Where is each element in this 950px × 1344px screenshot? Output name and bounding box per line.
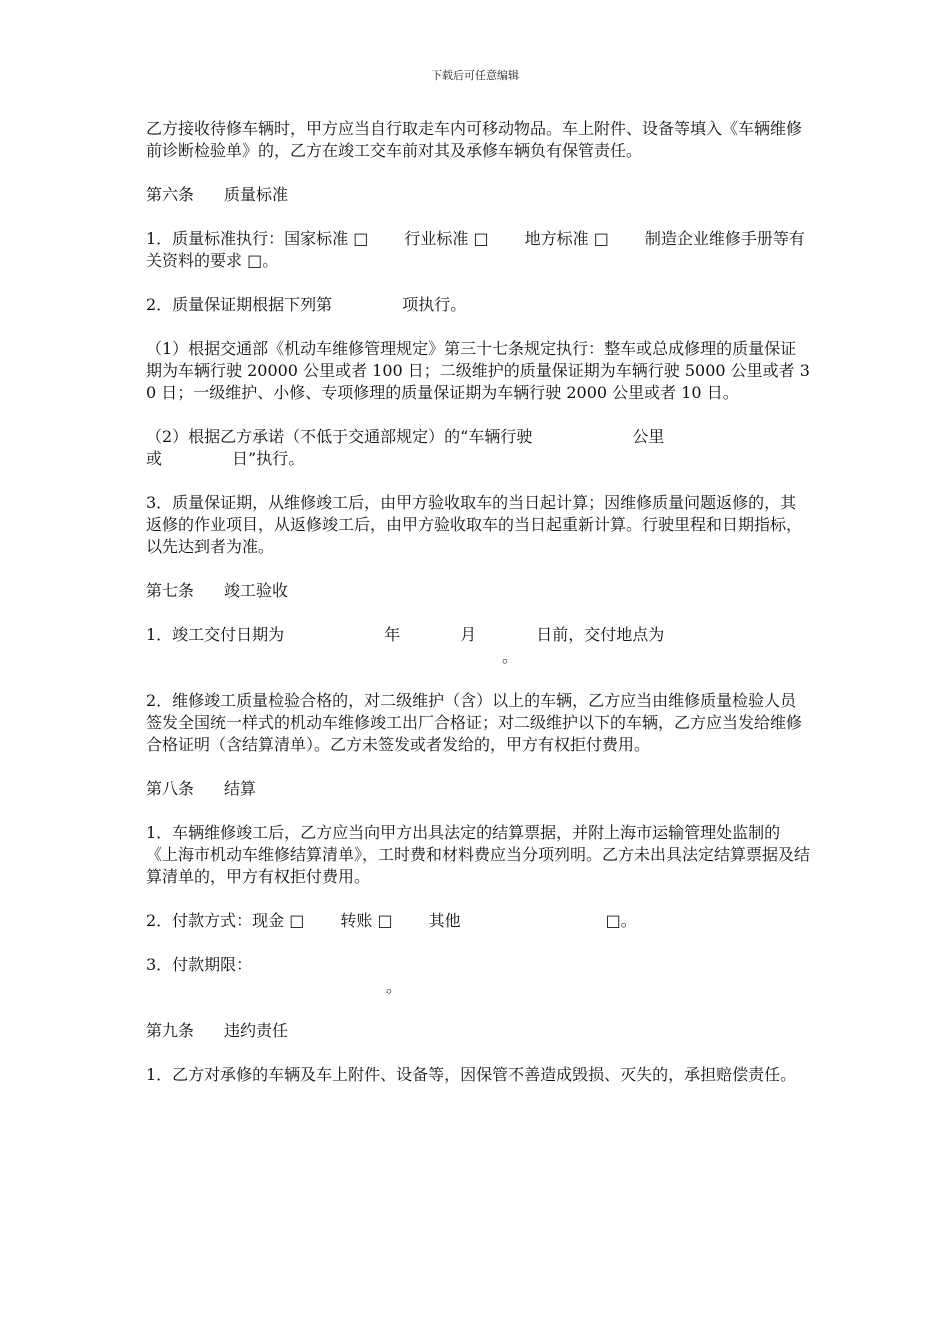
article-9-number: 第九条 xyxy=(146,1021,195,1040)
article-8-item-1: 1．车辆维修竣工后，乙方应当向甲方出具法定的结算票据，并附上海市运输管理处监制的《上海市机动车维修结算清单》，工时费和材料费应当分项列明。乙方未出具法定结算票据及结算清单的，甲方有权拒付费用。 xyxy=(146,823,811,886)
article-7-item-1-end: 。 xyxy=(502,647,519,666)
sub-2-text-c: 或 xyxy=(146,449,163,468)
payment-cash: 2．付款方式：现金 □ xyxy=(146,911,305,930)
standard-manufacturer: 制造企业维修手册等有关资料的要求 □。 xyxy=(146,229,805,270)
article-8-number: 第八条 xyxy=(146,779,195,798)
completion-date-label: 1．竣工交付日期为 xyxy=(146,625,285,644)
article-7-number: 第七条 xyxy=(146,581,195,600)
article-6-heading: 质量标准 xyxy=(224,185,289,204)
article-7-item-2: 2．维修竣工质量检验合格的，对二级维护（含）以上的车辆，乙方应当由维修质量检验人员签发全国统一样式的机动车维修竣工出厂合格证；对二级维护以下的车辆，乙方应当发给维修合格证明（含结算清单）。乙方未签发或者发给的，甲方有权拒付费用。 xyxy=(146,691,803,754)
article-6-sub-2-line-1 xyxy=(146,426,811,448)
payment-other: 其他 xyxy=(428,911,461,930)
article-9-title xyxy=(146,1020,811,1042)
article-8-item-3-end: 。 xyxy=(386,977,403,996)
payment-other-box: □。 xyxy=(605,911,637,930)
article-6-number: 第六条 xyxy=(146,185,195,204)
month-label: 月 xyxy=(460,625,477,644)
item-2-text-b: 项执行。 xyxy=(402,295,467,314)
payment-transfer: 转账 □ xyxy=(340,911,393,930)
article-6-title xyxy=(146,184,811,206)
article-7-heading: 竣工验收 xyxy=(224,581,289,600)
article-8-title xyxy=(146,778,811,800)
page-header: 下载后可任意编辑 xyxy=(431,69,519,82)
article-6-sub-1: （1）根据交通部《机动车维修管理规定》第三十七条规定执行：整车或总成修理的质量保证期为车辆行驶 20000 公里或者 100 日；二级维护的质量保证期为车辆行驶 5000 公里或者 30 日；一级维护、小修、专项修理的质量保证期为车辆行驶 2000 公里或者 10 日。 xyxy=(146,339,810,402)
article-7-title xyxy=(146,580,811,602)
sub-2-text-d: 日”执行。 xyxy=(232,449,305,468)
item-2-text-a: 2．质量保证期根据下列第 xyxy=(146,295,333,314)
document-body xyxy=(146,118,811,1086)
standard-local: 地方标准 □ xyxy=(524,229,609,248)
sub-2-text-b: 公里 xyxy=(632,427,665,446)
standard-national: 1．质量标准执行：国家标准 □ xyxy=(146,229,369,248)
article-6-item-2 xyxy=(146,294,811,316)
year-label: 年 xyxy=(384,625,401,644)
article-8-heading: 结算 xyxy=(224,779,257,798)
article-9-heading: 违约责任 xyxy=(224,1021,289,1040)
day-and-place-label: 日前，交付地点为 xyxy=(536,625,665,644)
standard-industry: 行业标准 □ xyxy=(404,229,489,248)
sub-2-text-a: （2）根据乙方承诺（不低于交通部规定）的“车辆行驶 xyxy=(146,427,533,446)
article-6-sub-2-line-2 xyxy=(146,448,811,470)
article-6-item-3: 3．质量保证期，从维修竣工后，由甲方验收取车的当日起计算；因维修质量问题返修的，其返修的作业项目，从返修竣工后，由甲方验收取车的当日起重新计算。行驶里程和日期指标，以先达到者为准。 xyxy=(146,493,803,556)
article-7-item-1 xyxy=(146,624,811,646)
article-9-item-1: 1．乙方对承修的车辆及车上附件、设备等，因保管不善造成毁损、灭失的，承担赔偿责任。 xyxy=(146,1065,797,1084)
article-8-item-3: 3．付款期限： xyxy=(146,955,253,974)
intro-paragraph: 乙方接收待修车辆时，甲方应当自行取走车内可移动物品。车上附件、设备等填入《车辆维修前诊断检验单》的，乙方在竣工交车前对其及承修车辆负有保管责任。 xyxy=(146,119,803,160)
article-8-item-2 xyxy=(146,910,811,932)
article-6-item-1 xyxy=(146,228,811,272)
